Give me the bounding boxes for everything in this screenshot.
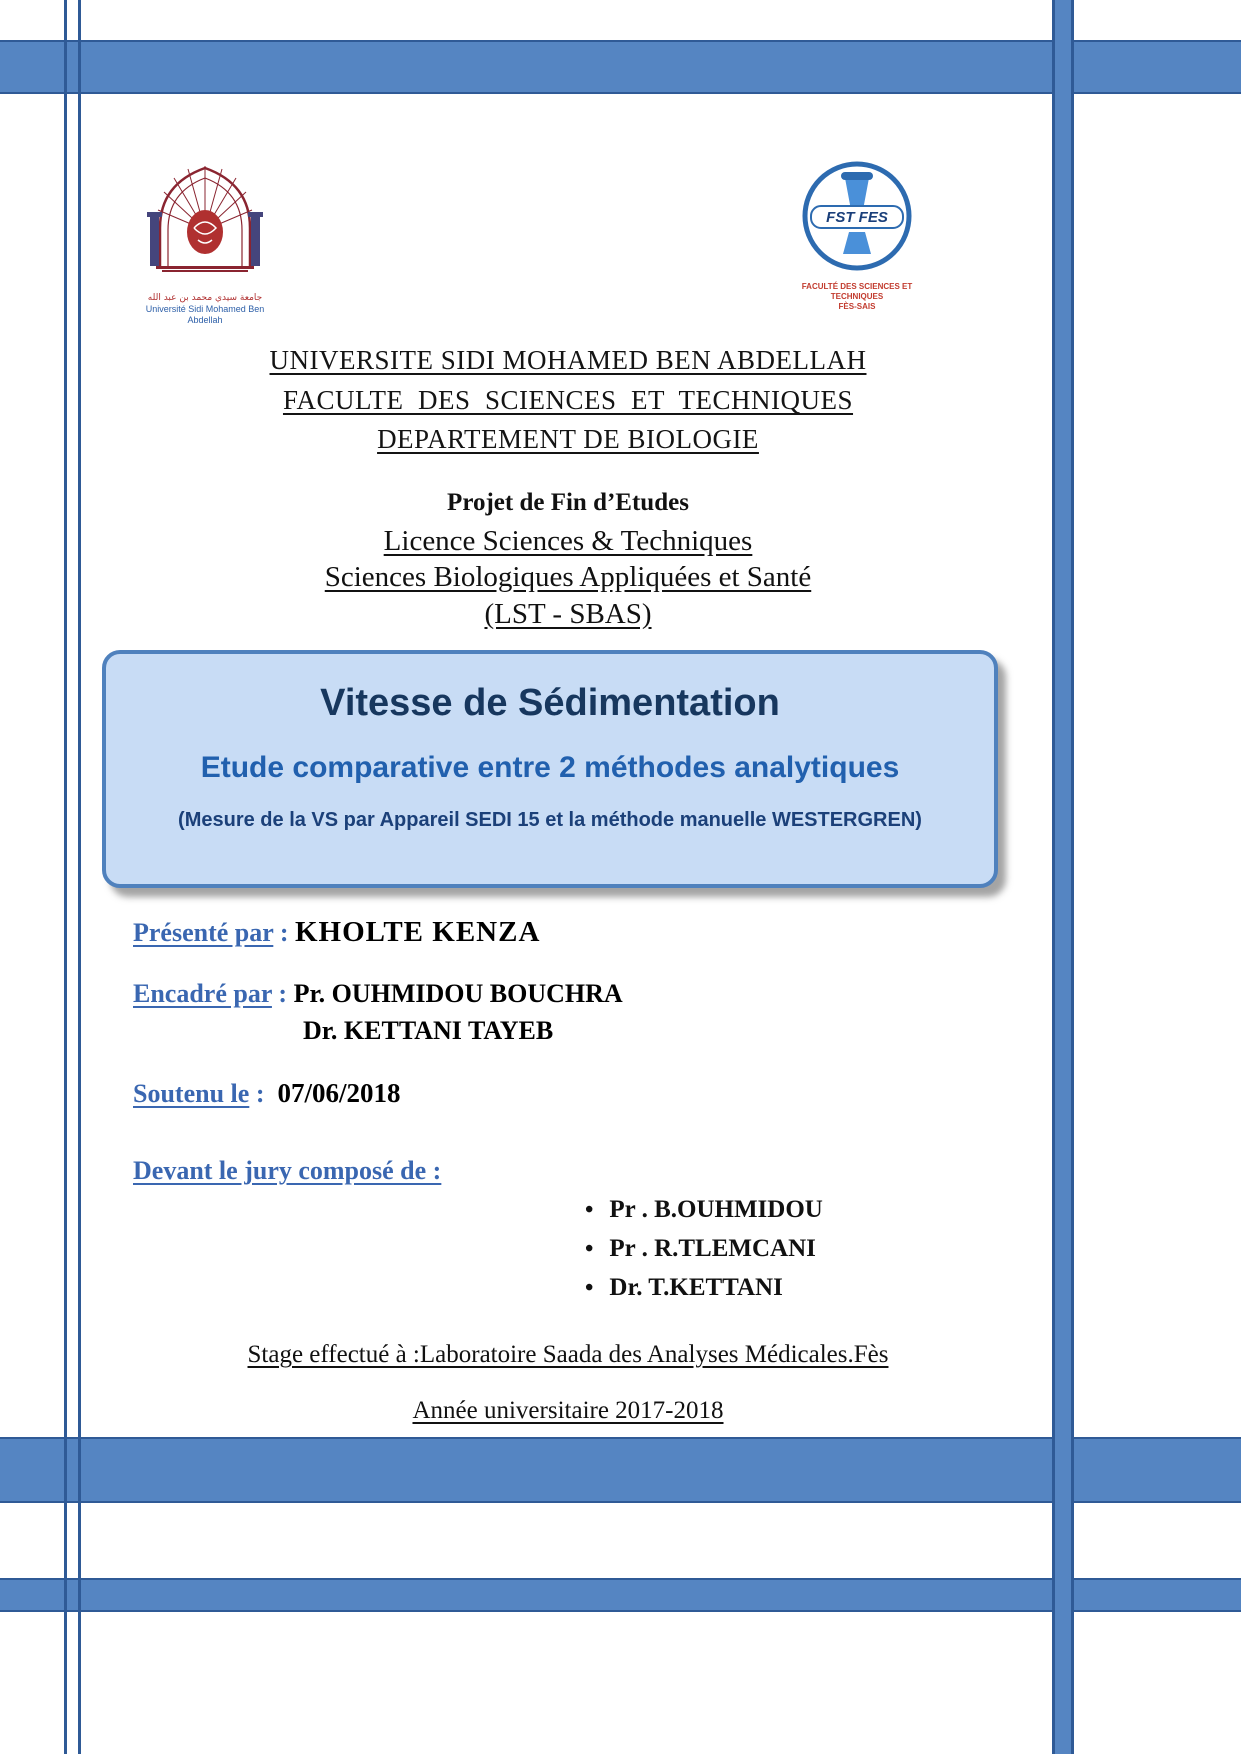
department-heading: DEPARTEMENT DE BIOLOGIE [377,424,759,454]
degree-abbrev-line: (LST - SBAS) [484,598,652,630]
defense-date: 07/06/2018 [277,1078,401,1108]
fst-fes-logo-icon [797,158,917,278]
jury-member-row [585,1274,783,1302]
presented-by-row [133,916,540,949]
thesis-method-detail: (Mesure de la VS par Appareil SEDI 15 et la méthode manuelle WESTERGREN) [178,809,922,831]
jury-member-2: Pr . R.TLEMCANI [609,1235,816,1262]
supervisor-1-name: Pr. OUHMIDOU BOUCHRA [293,979,623,1008]
jury-member-row [585,1196,823,1224]
left-rule-inner [78,0,81,1754]
university-caption-french: Université Sidi Mohamed Ben Abdellah [145,304,265,325]
thesis-subtitle: Etude comparative entre 2 méthodes analytiques [200,751,900,784]
colon-separator: : [249,1079,278,1108]
project-type-line: Projet de Fin d’Etudes [447,489,689,516]
title-box [102,650,998,888]
bullet-icon: • [585,1275,594,1301]
academic-year-line: Année universitaire 2017-2018 [412,1397,724,1424]
bullet-icon: • [585,1197,594,1223]
specialty-line: Sciences Biologiques Appliquées et Santé [324,561,812,593]
supervisor-2-row [303,1016,553,1046]
thesis-title: Vitesse de Sédimentation [320,682,780,724]
university-emblem-icon [130,158,280,288]
faculty-heading: FACULTE DES SCIENCES ET TECHNIQUES [282,385,854,415]
jury-member-1: Pr . B.OUHMIDOU [609,1196,823,1223]
fst-badge-text: FST FES [826,209,888,226]
university-caption-arabic: جامعة سيدي محمد بن عبد الله [147,293,263,303]
presented-by-label: Présenté par [133,918,274,947]
degree-line: Licence Sciences & Techniques [383,525,753,557]
university-logo [130,158,280,326]
supervised-by-row [133,979,623,1009]
bullet-icon: • [585,1236,594,1262]
fst-caption-line1: FACULTÉ DES SCIENCES ET TECHNIQUES [801,282,913,301]
defense-date-label: Soutenu le [133,1079,250,1108]
jury-heading-label: Devant le jury composé de : [133,1156,442,1185]
fst-logo [782,158,932,312]
left-rule-outer [64,0,67,1754]
university-name-heading: UNIVERSITE SIDI MOHAMED BEN ABDELLAH [269,345,867,375]
colon-separator: : [271,979,294,1008]
jury-heading [133,1156,441,1186]
colon-separator: : [273,918,295,947]
right-rule [1052,0,1074,1754]
jury-member-row [585,1235,816,1263]
defense-date-row [133,1078,401,1109]
internship-location-line: Stage effectué à :Laboratoire Saada des Analyses Médicales.Fès [247,1341,889,1368]
fst-caption-line2: FÈS-SAIS [838,302,876,311]
supervised-by-label: Encadré par [133,979,272,1008]
student-name: KHOLTE KENZA [294,916,541,948]
jury-member-3: Dr. T.KETTANI [609,1274,783,1301]
supervisor-2-name: Dr. KETTANI TAYEB [303,1016,554,1045]
